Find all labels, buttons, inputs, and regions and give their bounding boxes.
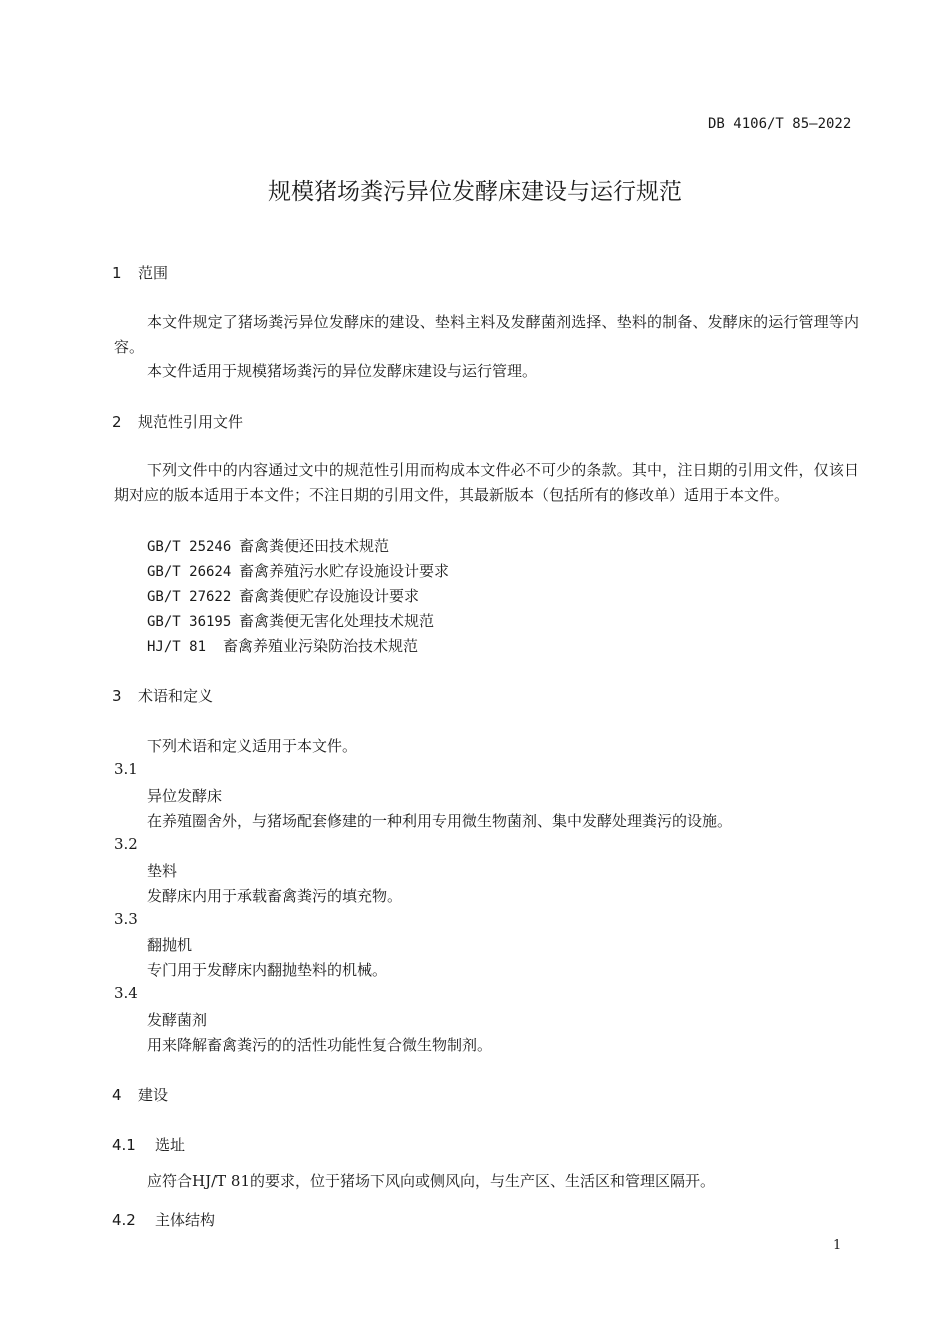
term-definition: 在养殖圈舍外，与猪场配套修建的一种利用专用微生物菌剂、集中发酵处理粪污的设施。	[147, 812, 733, 830]
subsection-4-2-heading	[112, 1209, 215, 1230]
term-number: 3.4	[114, 984, 138, 1002]
term-name: 发酵菌剂	[147, 1011, 208, 1029]
reference-item	[147, 535, 389, 556]
term-number: 3.3	[114, 910, 138, 928]
reference-item	[147, 610, 434, 631]
reference-code: GB/T 25246	[147, 539, 232, 555]
section-1-paragraph-1: 本文件规定了猪场粪污异位发酵床的建设、垫料主料及发酵菌剂选择、垫料的制备、发酵床的运行管理等内容。	[114, 313, 859, 356]
section-title: 术语和定义	[138, 687, 214, 705]
subsection-title: 主体结构	[155, 1211, 216, 1229]
section-number: 1	[112, 264, 122, 282]
term-number: 3.2	[114, 835, 138, 853]
reference-name: 畜禽养殖业污染防治技术规范	[223, 637, 419, 655]
page-number: 1	[833, 1238, 842, 1253]
subsection-4-1-text: 应符合HJ/T 81的要求，位于猪场下风向或侧风向，与生产区、生活区和管理区隔开。	[147, 1172, 716, 1190]
document-number: DB 4106/T 85—2022	[708, 116, 852, 132]
subsection-number: 4.2	[112, 1211, 136, 1229]
section-1-paragraph-2: 本文件适用于规模猪场粪污的异位发酵床建设与运行管理。	[147, 362, 538, 380]
reference-code: GB/T 36195	[147, 614, 232, 630]
section-number: 4	[112, 1086, 122, 1104]
reference-code: HJ/T 81	[147, 639, 207, 655]
reference-name: 畜禽粪便无害化处理技术规范	[239, 612, 435, 630]
term-name: 异位发酵床	[147, 787, 223, 805]
term-definition: 用来降解畜禽粪污的的活性功能性复合微生物制剂。	[147, 1036, 493, 1054]
reference-item	[147, 560, 449, 581]
section-title: 范围	[138, 264, 169, 282]
section-title: 建设	[138, 1086, 169, 1104]
section-number: 3	[112, 687, 122, 705]
subsection-4-1-heading	[112, 1134, 185, 1155]
term-number: 3.1	[114, 760, 138, 778]
section-3-heading	[112, 685, 213, 706]
reference-code: GB/T 26624	[147, 564, 232, 580]
term-name: 垫料	[147, 862, 178, 880]
section-3-intro: 下列术语和定义适用于本文件。	[147, 737, 358, 755]
section-1-heading	[112, 262, 168, 283]
reference-code: GB/T 27622	[147, 589, 232, 605]
document-title: 规模猪场粪污异位发酵床建设与运行规范	[268, 179, 682, 205]
term-name: 翻抛机	[147, 936, 193, 954]
subsection-title: 选址	[155, 1136, 186, 1154]
reference-name: 畜禽粪便还田技术规范	[239, 537, 390, 555]
reference-name: 畜禽养殖污水贮存设施设计要求	[239, 562, 450, 580]
section-4-heading	[112, 1084, 168, 1105]
reference-name: 畜禽粪便贮存设施设计要求	[239, 587, 420, 605]
section-2-heading	[112, 411, 243, 432]
term-definition: 发酵床内用于承载畜禽粪污的填充物。	[147, 887, 403, 905]
term-definition: 专门用于发酵床内翻抛垫料的机械。	[147, 961, 388, 979]
section-2-paragraph: 下列文件中的内容通过文中的规范性引用而构成本文件必不可少的条款。其中，注日期的引用文件，仅该日期对应的版本适用于本文件；不注日期的引用文件，其最新版本（包括所有的修改单）适用于本文件。	[114, 461, 859, 504]
section-title: 规范性引用文件	[138, 413, 244, 431]
reference-item	[147, 635, 418, 656]
section-number: 2	[112, 413, 122, 431]
subsection-number: 4.1	[112, 1136, 136, 1154]
reference-item	[147, 585, 419, 606]
